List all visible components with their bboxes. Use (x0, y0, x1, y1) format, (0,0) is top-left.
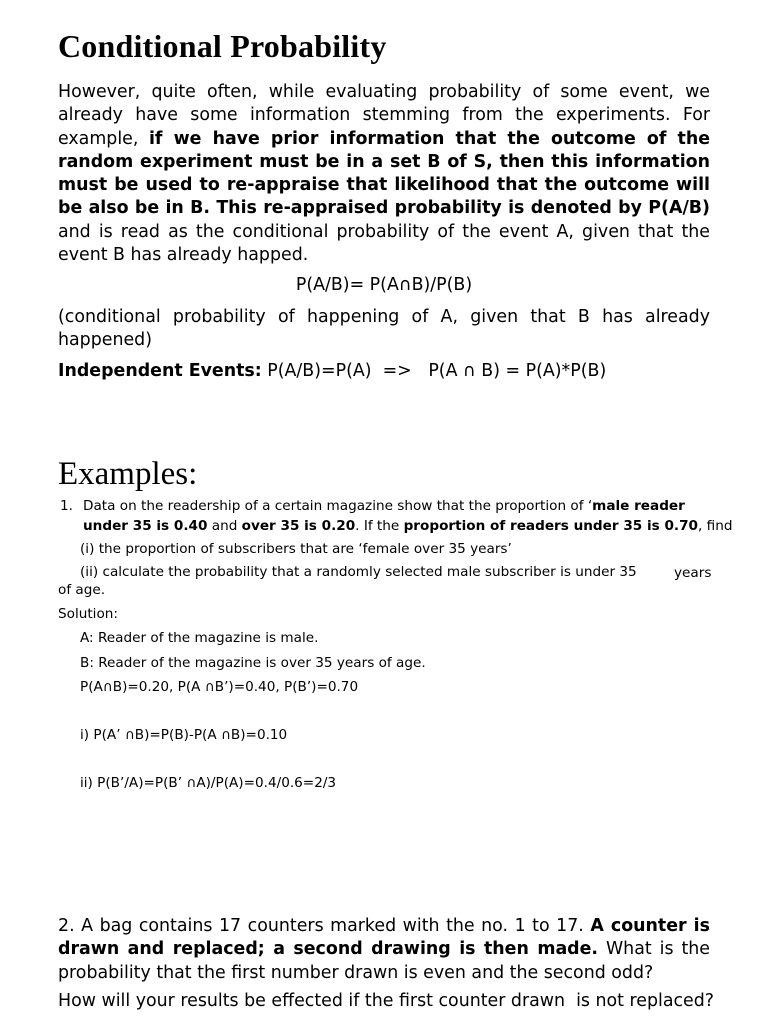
example2-bold-text: A counter is drawn and replaced; a second drawing is then made. (58, 916, 710, 960)
solution-label: Solution: (58, 606, 118, 622)
example1-bold: under 35 is 0.40 (83, 518, 208, 534)
example1-part-i: (i) the proportion of subscribers that are ‘female over 35 years’ (80, 541, 512, 557)
example1-part-ii-years: years (674, 565, 712, 581)
example1-text: . If the (355, 518, 404, 534)
solution-answer-i: i) P(A’ ∩B)=P(B)-P(A ∩B)=0.10 (80, 727, 288, 743)
page-title: Conditional Probability (58, 28, 387, 64)
example1-bold: over 35 is 0.20 (241, 518, 356, 534)
example1-text: and (207, 518, 242, 534)
example2-question (58, 915, 710, 985)
solution-givens: P(A∩B)=0.20, P(A ∩B’)=0.40, P(B’)=0.70 (80, 679, 359, 695)
examples-heading: Examples: (58, 456, 198, 492)
solution-answer-ii: ii) P(B’/A)=P(B’ ∩A)/P(A)=0.4/0.6=2/3 (80, 775, 337, 791)
intro-bold-text: if we have prior information that the outcome of the random experiment must be in a set B of S, then this information must be used to re-appraise that likelihood that the outcome will be also be in B. This re-appraised probability is denoted by P(A/B) (58, 128, 710, 219)
example1-part-ii-end: of age. (58, 582, 106, 598)
example2-text-2: What is the probability that the first number drawn is even and the second odd? (58, 939, 710, 983)
solution-definition-a: A: Reader of the magazine is male. (80, 630, 319, 646)
independent-events-rule: P(A/B)=P(A) => P(A ∩ B) = P(A)*P(B) (261, 361, 607, 381)
formula-note: (conditional probability of happening of A, given that B has already happened) (58, 307, 710, 351)
example1-bold: male reader (592, 498, 685, 514)
independent-events-label: Independent Events: (58, 361, 262, 381)
example1-bold: proportion of readers under 35 is 0.70 (403, 518, 698, 534)
example2-follow-up: How will your results be effected if the first counter drawn is not replaced? (58, 991, 715, 1011)
example1-text: Data on the readership of a certain magazine show that the proportion of ‘ (83, 498, 593, 514)
example1-part-ii: (ii) calculate the probability that a randomly selected male subscriber is under 35 (80, 564, 637, 580)
conditional-formula: P(A/B)= P(A∩B)/P(B) (295, 275, 473, 295)
example1-number: 1. (60, 498, 73, 514)
intro-paragraph (58, 81, 710, 267)
example1-question (83, 497, 733, 535)
example1-text: , find (698, 518, 733, 534)
intro-text-1: However, quite often, while evaluating probability of some event, we already have some information stemming from the experiments. For example, (58, 82, 710, 149)
example2-text-1: 2. A bag contains 17 counters marked with the no. 1 to 17. (58, 916, 591, 936)
solution-definition-b: B: Reader of the magazine is over 35 years of age. (80, 655, 426, 671)
intro-text-2: and is read as the conditional probability of the event A, given that the event B has already happed. (58, 221, 710, 266)
independent-events (58, 361, 606, 381)
